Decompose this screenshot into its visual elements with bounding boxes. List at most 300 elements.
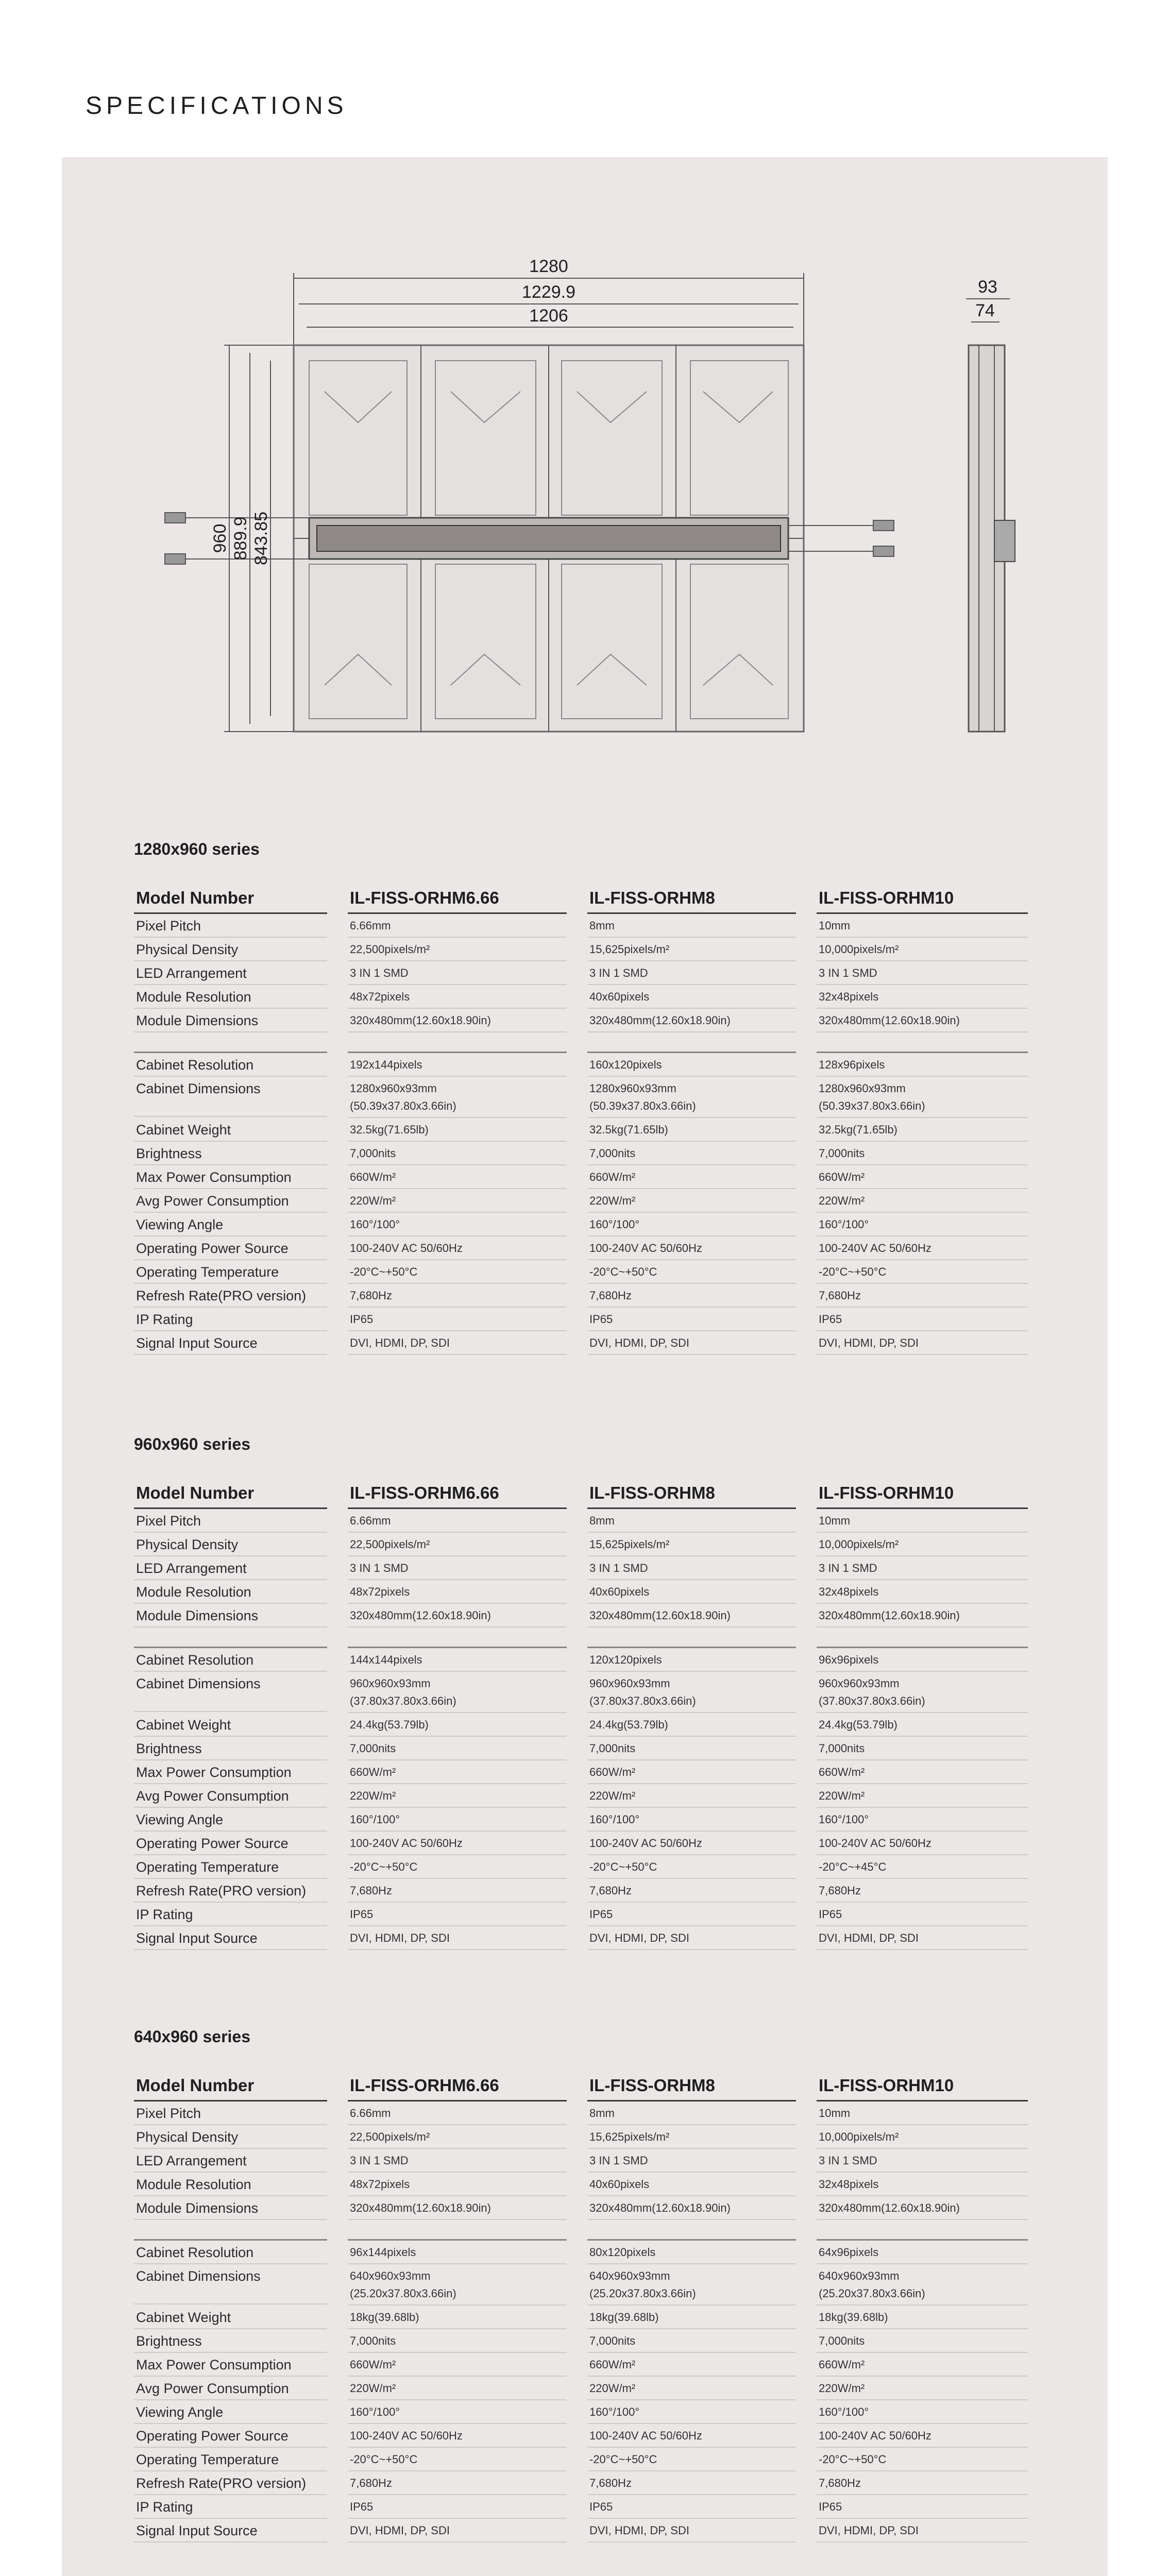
model-header: IL-FISS-ORHM8 bbox=[587, 2074, 796, 2102]
row-value: 3 IN 1 SMD bbox=[587, 1556, 796, 1580]
table-row bbox=[134, 1926, 1041, 1950]
model-header: IL-FISS-ORHM6.66 bbox=[348, 2074, 567, 2102]
row-value: -20°C~+50°C bbox=[348, 1260, 567, 1284]
row-value: IP65 bbox=[348, 2495, 567, 2519]
table-row bbox=[134, 1713, 1041, 1737]
row-value: 7,680Hz bbox=[587, 2471, 796, 2495]
row-value: 100-240V AC 50/60Hz bbox=[587, 1832, 796, 1855]
spec-table bbox=[134, 886, 1041, 1355]
row-value: 24.4kg(53.79lb) bbox=[348, 1713, 567, 1737]
row-label: Cabinet Resolution bbox=[134, 1053, 327, 1077]
row-value: 160°/100° bbox=[587, 1213, 796, 1236]
dim-label-height-mid: 889.9 bbox=[231, 516, 250, 561]
row-value: 320x480mm(12.60x18.90in) bbox=[348, 1604, 567, 1628]
row-value: 1280x960x93mm (50.39x37.80x3.66in) bbox=[587, 1077, 796, 1118]
row-value: 32x48pixels bbox=[817, 985, 1028, 1009]
table-row bbox=[134, 2400, 1041, 2424]
table-row bbox=[134, 938, 1041, 961]
row-value: 100-240V AC 50/60Hz bbox=[587, 1236, 796, 1260]
table-row bbox=[134, 2519, 1041, 2543]
row-value: 960x960x93mm (37.80x37.80x3.66in) bbox=[348, 1672, 567, 1713]
row-value: DVI, HDMI, DP, SDI bbox=[817, 1926, 1028, 1950]
table-row bbox=[134, 1165, 1041, 1189]
row-value: 7,680Hz bbox=[348, 2471, 567, 2495]
row-value: 7,000nits bbox=[348, 2329, 567, 2353]
table-row bbox=[134, 1879, 1041, 1903]
table-row bbox=[134, 1580, 1041, 1604]
row-label: Module Resolution bbox=[134, 1580, 327, 1604]
row-value: IP65 bbox=[587, 1308, 796, 1331]
table-row bbox=[134, 2306, 1041, 2329]
row-value: 18kg(39.68lb) bbox=[587, 2306, 796, 2329]
table-row bbox=[134, 1053, 1041, 1077]
header-label: Model Number bbox=[134, 2074, 327, 2102]
row-value: 160°/100° bbox=[817, 1213, 1028, 1236]
table-row bbox=[134, 1604, 1041, 1628]
row-label: Module Resolution bbox=[134, 985, 327, 1009]
row-value: IP65 bbox=[817, 2495, 1028, 2519]
row-value: 192x144pixels bbox=[348, 1053, 567, 1077]
row-value: 220W/m² bbox=[348, 1784, 567, 1808]
spec-table bbox=[134, 1481, 1041, 1950]
row-value: 24.4kg(53.79lb) bbox=[587, 1713, 796, 1737]
row-value: 3 IN 1 SMD bbox=[348, 961, 567, 985]
row-label: Cabinet Dimensions bbox=[134, 1077, 327, 1117]
row-value: -20°C~+50°C bbox=[348, 2448, 567, 2471]
row-value: 120x120pixels bbox=[587, 1648, 796, 1672]
row-value: 3 IN 1 SMD bbox=[587, 2149, 796, 2173]
row-value: DVI, HDMI, DP, SDI bbox=[587, 1926, 796, 1950]
row-value: 660W/m² bbox=[817, 2353, 1028, 2377]
row-value: 144x144pixels bbox=[348, 1648, 567, 1672]
row-label: Module Resolution bbox=[134, 2173, 327, 2196]
row-value: 160°/100° bbox=[817, 2400, 1028, 2424]
model-header: IL-FISS-ORHM10 bbox=[817, 886, 1028, 914]
page-heading: SPECIFICATIONS bbox=[86, 92, 348, 120]
row-value: 960x960x93mm (37.80x37.80x3.66in) bbox=[817, 1672, 1028, 1713]
row-label: IP Rating bbox=[134, 1903, 327, 1926]
row-value: 7,680Hz bbox=[587, 1284, 796, 1308]
dim-label-width-outer: 1280 bbox=[529, 258, 568, 276]
row-value: 220W/m² bbox=[587, 1189, 796, 1213]
row-label: Operating Temperature bbox=[134, 2448, 327, 2471]
row-value: -20°C~+50°C bbox=[817, 2448, 1028, 2471]
table-row bbox=[134, 1142, 1041, 1165]
row-label: Operating Power Source bbox=[134, 2424, 327, 2448]
row-label: Viewing Angle bbox=[134, 2400, 327, 2424]
row-value: 220W/m² bbox=[348, 2377, 567, 2400]
dim-label-width-mid: 1229.9 bbox=[522, 282, 575, 302]
row-value bbox=[817, 2220, 1028, 2241]
row-value: IP65 bbox=[817, 1903, 1028, 1926]
row-value: 32x48pixels bbox=[817, 2173, 1028, 2196]
table-row bbox=[134, 1213, 1041, 1236]
table-header-row bbox=[134, 1481, 1041, 1509]
row-label: Pixel Pitch bbox=[134, 1509, 327, 1533]
row-value: 8mm bbox=[587, 2102, 796, 2125]
row-label: Cabinet Weight bbox=[134, 1118, 327, 1142]
row-value: 6.66mm bbox=[348, 914, 567, 938]
row-value: 18kg(39.68lb) bbox=[817, 2306, 1028, 2329]
row-value: 3 IN 1 SMD bbox=[348, 1556, 567, 1580]
row-value: 160°/100° bbox=[348, 2400, 567, 2424]
model-header: IL-FISS-ORHM10 bbox=[817, 1481, 1028, 1509]
series-section bbox=[134, 1435, 1041, 1950]
dim-label-depth-inner: 74 bbox=[975, 301, 995, 320]
row-label: Avg Power Consumption bbox=[134, 2377, 327, 2400]
row-label: Pixel Pitch bbox=[134, 914, 327, 938]
row-value: 7,680Hz bbox=[817, 2471, 1028, 2495]
row-value: 160x120pixels bbox=[587, 1053, 796, 1077]
row-value: 24.4kg(53.79lb) bbox=[817, 1713, 1028, 1737]
row-value: 32.5kg(71.65lb) bbox=[587, 1118, 796, 1142]
row-value: 6.66mm bbox=[348, 1509, 567, 1533]
row-value bbox=[587, 2220, 796, 2241]
row-value: 10mm bbox=[817, 914, 1028, 938]
row-label bbox=[134, 2220, 327, 2241]
table-row bbox=[134, 2196, 1041, 2220]
row-value: 7,000nits bbox=[817, 1142, 1028, 1165]
table-row bbox=[134, 1784, 1041, 1808]
table-row bbox=[134, 1556, 1041, 1580]
row-value: 8mm bbox=[587, 1509, 796, 1533]
table-row bbox=[134, 1032, 1041, 1053]
row-value: 10mm bbox=[817, 2102, 1028, 2125]
series-section bbox=[134, 840, 1041, 1355]
row-label bbox=[134, 1032, 327, 1053]
row-value: 220W/m² bbox=[587, 1784, 796, 1808]
table-row bbox=[134, 2241, 1041, 2264]
row-value: 160°/100° bbox=[587, 1808, 796, 1832]
row-label: Signal Input Source bbox=[134, 2519, 327, 2543]
spec-table bbox=[134, 2074, 1041, 2543]
row-value: 640x960x93mm (25.20x37.80x3.66in) bbox=[587, 2264, 796, 2306]
row-label: Brightness bbox=[134, 1737, 327, 1760]
row-value: 220W/m² bbox=[817, 1189, 1028, 1213]
dim-label-depth-outer: 93 bbox=[978, 277, 997, 297]
table-row bbox=[134, 1648, 1041, 1672]
row-value: 3 IN 1 SMD bbox=[817, 961, 1028, 985]
row-value: 220W/m² bbox=[348, 1189, 567, 1213]
center-bar-inner bbox=[317, 526, 781, 551]
row-label: Signal Input Source bbox=[134, 1331, 327, 1355]
row-value: 7,000nits bbox=[587, 1737, 796, 1760]
row-value: 96x144pixels bbox=[348, 2241, 567, 2264]
table-row bbox=[134, 2495, 1041, 2519]
row-value: 100-240V AC 50/60Hz bbox=[348, 2424, 567, 2448]
table-row bbox=[134, 1284, 1041, 1308]
row-label: Pixel Pitch bbox=[134, 2102, 327, 2125]
table-row bbox=[134, 2353, 1041, 2377]
table-row bbox=[134, 2448, 1041, 2471]
row-label: Module Dimensions bbox=[134, 1604, 327, 1628]
table-row bbox=[134, 1331, 1041, 1355]
series-title: 640x960 series bbox=[134, 2027, 250, 2046]
row-value bbox=[817, 1628, 1028, 1648]
row-value: 22,500pixels/m² bbox=[348, 938, 567, 961]
table-row bbox=[134, 1903, 1041, 1926]
row-label: LED Arrangement bbox=[134, 961, 327, 985]
row-label: Refresh Rate(PRO version) bbox=[134, 1284, 327, 1308]
dim-label-height-inner: 843.85 bbox=[251, 512, 271, 565]
model-header: IL-FISS-ORHM8 bbox=[587, 1481, 796, 1509]
table-row bbox=[134, 2125, 1041, 2149]
model-header: IL-FISS-ORHM8 bbox=[587, 886, 796, 914]
table-row bbox=[134, 2173, 1041, 2196]
row-value: 6.66mm bbox=[348, 2102, 567, 2125]
row-label: Cabinet Weight bbox=[134, 2306, 327, 2329]
row-value: 960x960x93mm (37.80x37.80x3.66in) bbox=[587, 1672, 796, 1713]
series-title: 960x960 series bbox=[134, 1435, 250, 1453]
table-row bbox=[134, 2377, 1041, 2400]
row-value: 100-240V AC 50/60Hz bbox=[348, 1832, 567, 1855]
row-value: IP65 bbox=[348, 1308, 567, 1331]
table-row bbox=[134, 2220, 1041, 2241]
row-label: Cabinet Dimensions bbox=[134, 2264, 327, 2304]
row-value: 96x96pixels bbox=[817, 1648, 1028, 1672]
row-label: Max Power Consumption bbox=[134, 1760, 327, 1784]
table-row bbox=[134, 985, 1041, 1009]
table-row bbox=[134, 1628, 1041, 1648]
row-label: Viewing Angle bbox=[134, 1213, 327, 1236]
row-label: Max Power Consumption bbox=[134, 1165, 327, 1189]
row-value: IP65 bbox=[348, 1903, 567, 1926]
table-row bbox=[134, 2329, 1041, 2353]
row-value: DVI, HDMI, DP, SDI bbox=[587, 2519, 796, 2543]
row-value: 220W/m² bbox=[817, 2377, 1028, 2400]
row-value: 3 IN 1 SMD bbox=[817, 2149, 1028, 2173]
row-value: 8mm bbox=[587, 914, 796, 938]
row-value: 7,000nits bbox=[348, 1142, 567, 1165]
row-value: 22,500pixels/m² bbox=[348, 2125, 567, 2149]
row-value: 18kg(39.68lb) bbox=[348, 2306, 567, 2329]
row-value: 660W/m² bbox=[587, 2353, 796, 2377]
row-value: 7,680Hz bbox=[348, 1284, 567, 1308]
row-value: 128x96pixels bbox=[817, 1053, 1028, 1077]
row-value: 10,000pixels/m² bbox=[817, 1533, 1028, 1556]
row-value: 100-240V AC 50/60Hz bbox=[817, 1236, 1028, 1260]
row-label: Operating Power Source bbox=[134, 1832, 327, 1855]
table-row bbox=[134, 1077, 1041, 1118]
row-value: 100-240V AC 50/60Hz bbox=[817, 1832, 1028, 1855]
row-label bbox=[134, 1628, 327, 1648]
row-value: DVI, HDMI, DP, SDI bbox=[817, 1331, 1028, 1355]
row-label: Operating Temperature bbox=[134, 1855, 327, 1879]
row-value: 7,680Hz bbox=[817, 1284, 1028, 1308]
row-value: 7,680Hz bbox=[817, 1879, 1028, 1903]
row-value: 40x60pixels bbox=[587, 2173, 796, 2196]
table-row bbox=[134, 1760, 1041, 1784]
row-label: Physical Density bbox=[134, 2125, 327, 2149]
row-value: 320x480mm(12.60x18.90in) bbox=[817, 1604, 1028, 1628]
row-value bbox=[348, 1032, 567, 1053]
table-row bbox=[134, 1260, 1041, 1284]
row-value: 660W/m² bbox=[817, 1760, 1028, 1784]
row-value: 7,000nits bbox=[817, 1737, 1028, 1760]
row-value: 22,500pixels/m² bbox=[348, 1533, 567, 1556]
row-value bbox=[587, 1628, 796, 1648]
row-value: 320x480mm(12.60x18.90in) bbox=[348, 2196, 567, 2220]
row-label: Module Dimensions bbox=[134, 1009, 327, 1032]
row-label: Brightness bbox=[134, 2329, 327, 2353]
row-value: DVI, HDMI, DP, SDI bbox=[348, 1926, 567, 1950]
row-value: 10,000pixels/m² bbox=[817, 938, 1028, 961]
row-value: 660W/m² bbox=[348, 2353, 567, 2377]
row-value: 10,000pixels/m² bbox=[817, 2125, 1028, 2149]
table-row bbox=[134, 1672, 1041, 1713]
row-value: 32.5kg(71.65lb) bbox=[348, 1118, 567, 1142]
row-value: 660W/m² bbox=[348, 1165, 567, 1189]
row-value: 3 IN 1 SMD bbox=[817, 1556, 1028, 1580]
row-value: 7,680Hz bbox=[348, 1879, 567, 1903]
row-value: 320x480mm(12.60x18.90in) bbox=[587, 2196, 796, 2220]
row-value: 48x72pixels bbox=[348, 985, 567, 1009]
row-value: 320x480mm(12.60x18.90in) bbox=[587, 1604, 796, 1628]
table-row bbox=[134, 2102, 1041, 2125]
row-label: Module Dimensions bbox=[134, 2196, 327, 2220]
row-value: -20°C~+50°C bbox=[587, 2448, 796, 2471]
series-section bbox=[134, 2027, 1041, 2543]
row-value: 32x48pixels bbox=[817, 1580, 1028, 1604]
cabinet-drawing-svg bbox=[155, 258, 1030, 747]
row-value: 640x960x93mm (25.20x37.80x3.66in) bbox=[348, 2264, 567, 2306]
row-value: 100-240V AC 50/60Hz bbox=[587, 2424, 796, 2448]
row-value: IP65 bbox=[817, 1308, 1028, 1331]
row-value: 3 IN 1 SMD bbox=[587, 961, 796, 985]
row-value: DVI, HDMI, DP, SDI bbox=[587, 1331, 796, 1355]
row-value: 160°/100° bbox=[817, 1808, 1028, 1832]
row-value: 660W/m² bbox=[587, 1165, 796, 1189]
row-value: 160°/100° bbox=[587, 2400, 796, 2424]
row-label: Signal Input Source bbox=[134, 1926, 327, 1950]
row-value: 40x60pixels bbox=[587, 985, 796, 1009]
row-label: LED Arrangement bbox=[134, 2149, 327, 2173]
row-value: -20°C~+50°C bbox=[817, 1260, 1028, 1284]
row-value: 64x96pixels bbox=[817, 2241, 1028, 2264]
table-header-row bbox=[134, 886, 1041, 914]
row-label: IP Rating bbox=[134, 2495, 327, 2519]
row-label: Avg Power Consumption bbox=[134, 1784, 327, 1808]
table-row bbox=[134, 961, 1041, 985]
row-label: Cabinet Weight bbox=[134, 1713, 327, 1737]
table-row bbox=[134, 1808, 1041, 1832]
row-label: Refresh Rate(PRO version) bbox=[134, 2471, 327, 2495]
row-value: 40x60pixels bbox=[587, 1580, 796, 1604]
row-label: LED Arrangement bbox=[134, 1556, 327, 1580]
table-row bbox=[134, 1737, 1041, 1760]
table-row bbox=[134, 2424, 1041, 2448]
row-label: Operating Temperature bbox=[134, 1260, 327, 1284]
row-label: Cabinet Dimensions bbox=[134, 1672, 327, 1712]
row-value: DVI, HDMI, DP, SDI bbox=[348, 2519, 567, 2543]
row-value: 320x480mm(12.60x18.90in) bbox=[348, 1009, 567, 1032]
dim-label-height-outer: 960 bbox=[210, 523, 230, 553]
row-value bbox=[587, 1032, 796, 1053]
row-value bbox=[348, 1628, 567, 1648]
row-value: IP65 bbox=[587, 1903, 796, 1926]
row-value: DVI, HDMI, DP, SDI bbox=[817, 2519, 1028, 2543]
row-value: 660W/m² bbox=[587, 1760, 796, 1784]
header-label: Model Number bbox=[134, 886, 327, 914]
row-value: 160°/100° bbox=[348, 1808, 567, 1832]
row-value: 80x120pixels bbox=[587, 2241, 796, 2264]
table-row bbox=[134, 1118, 1041, 1142]
row-label: Avg Power Consumption bbox=[134, 1189, 327, 1213]
row-value: 320x480mm(12.60x18.90in) bbox=[587, 1009, 796, 1032]
row-value: 100-240V AC 50/60Hz bbox=[348, 1236, 567, 1260]
row-value: 1280x960x93mm (50.39x37.80x3.66in) bbox=[817, 1077, 1028, 1118]
row-value: 15,625pixels/m² bbox=[587, 1533, 796, 1556]
model-header: IL-FISS-ORHM6.66 bbox=[348, 886, 567, 914]
row-label: Physical Density bbox=[134, 1533, 327, 1556]
model-header: IL-FISS-ORHM6.66 bbox=[348, 1481, 567, 1509]
row-label: Cabinet Resolution bbox=[134, 1648, 327, 1672]
row-value: 3 IN 1 SMD bbox=[348, 2149, 567, 2173]
table-row bbox=[134, 2149, 1041, 2173]
row-value: 320x480mm(12.60x18.90in) bbox=[817, 2196, 1028, 2220]
table-row bbox=[134, 1855, 1041, 1879]
series-title: 1280x960 series bbox=[134, 840, 260, 858]
row-value: 32.5kg(71.65lb) bbox=[817, 1118, 1028, 1142]
row-value bbox=[348, 2220, 567, 2241]
row-value: 160°/100° bbox=[348, 1213, 567, 1236]
table-row bbox=[134, 1236, 1041, 1260]
table-header-row bbox=[134, 2074, 1041, 2102]
row-value: -20°C~+45°C bbox=[817, 1855, 1028, 1879]
row-value: 1280x960x93mm (50.39x37.80x3.66in) bbox=[348, 1077, 567, 1118]
row-value: 48x72pixels bbox=[348, 1580, 567, 1604]
row-value: 10mm bbox=[817, 1509, 1028, 1533]
cabinet-drawing bbox=[155, 258, 1030, 747]
table-row bbox=[134, 2264, 1041, 2306]
table-row bbox=[134, 1308, 1041, 1331]
row-label: Brightness bbox=[134, 1142, 327, 1165]
row-value: -20°C~+50°C bbox=[587, 1260, 796, 1284]
row-value: DVI, HDMI, DP, SDI bbox=[348, 1331, 567, 1355]
table-row bbox=[134, 914, 1041, 938]
row-value: 15,625pixels/m² bbox=[587, 938, 796, 961]
row-value: 660W/m² bbox=[348, 1760, 567, 1784]
row-label: Max Power Consumption bbox=[134, 2353, 327, 2377]
row-value: -20°C~+50°C bbox=[587, 1855, 796, 1879]
table-row bbox=[134, 1189, 1041, 1213]
model-header: IL-FISS-ORHM10 bbox=[817, 2074, 1028, 2102]
row-value: 7,000nits bbox=[587, 1142, 796, 1165]
row-value: 220W/m² bbox=[817, 1784, 1028, 1808]
row-value: 7,000nits bbox=[348, 1737, 567, 1760]
row-label: Refresh Rate(PRO version) bbox=[134, 1879, 327, 1903]
table-row bbox=[134, 1832, 1041, 1855]
row-value: IP65 bbox=[587, 2495, 796, 2519]
table-row bbox=[134, 1509, 1041, 1533]
row-value bbox=[817, 1032, 1028, 1053]
header-label: Model Number bbox=[134, 1481, 327, 1509]
row-label: Physical Density bbox=[134, 938, 327, 961]
row-value: 100-240V AC 50/60Hz bbox=[817, 2424, 1028, 2448]
row-value: 660W/m² bbox=[817, 1165, 1028, 1189]
row-value: 7,000nits bbox=[817, 2329, 1028, 2353]
row-label: Viewing Angle bbox=[134, 1808, 327, 1832]
row-label: IP Rating bbox=[134, 1308, 327, 1331]
row-value: 320x480mm(12.60x18.90in) bbox=[817, 1009, 1028, 1032]
row-label: Cabinet Resolution bbox=[134, 2241, 327, 2264]
dim-label-width-inner: 1206 bbox=[529, 306, 568, 326]
row-value: 7,680Hz bbox=[587, 1879, 796, 1903]
row-value: -20°C~+50°C bbox=[348, 1855, 567, 1879]
row-label: Operating Power Source bbox=[134, 1236, 327, 1260]
row-value: 640x960x93mm (25.20x37.80x3.66in) bbox=[817, 2264, 1028, 2306]
row-value: 7,000nits bbox=[587, 2329, 796, 2353]
